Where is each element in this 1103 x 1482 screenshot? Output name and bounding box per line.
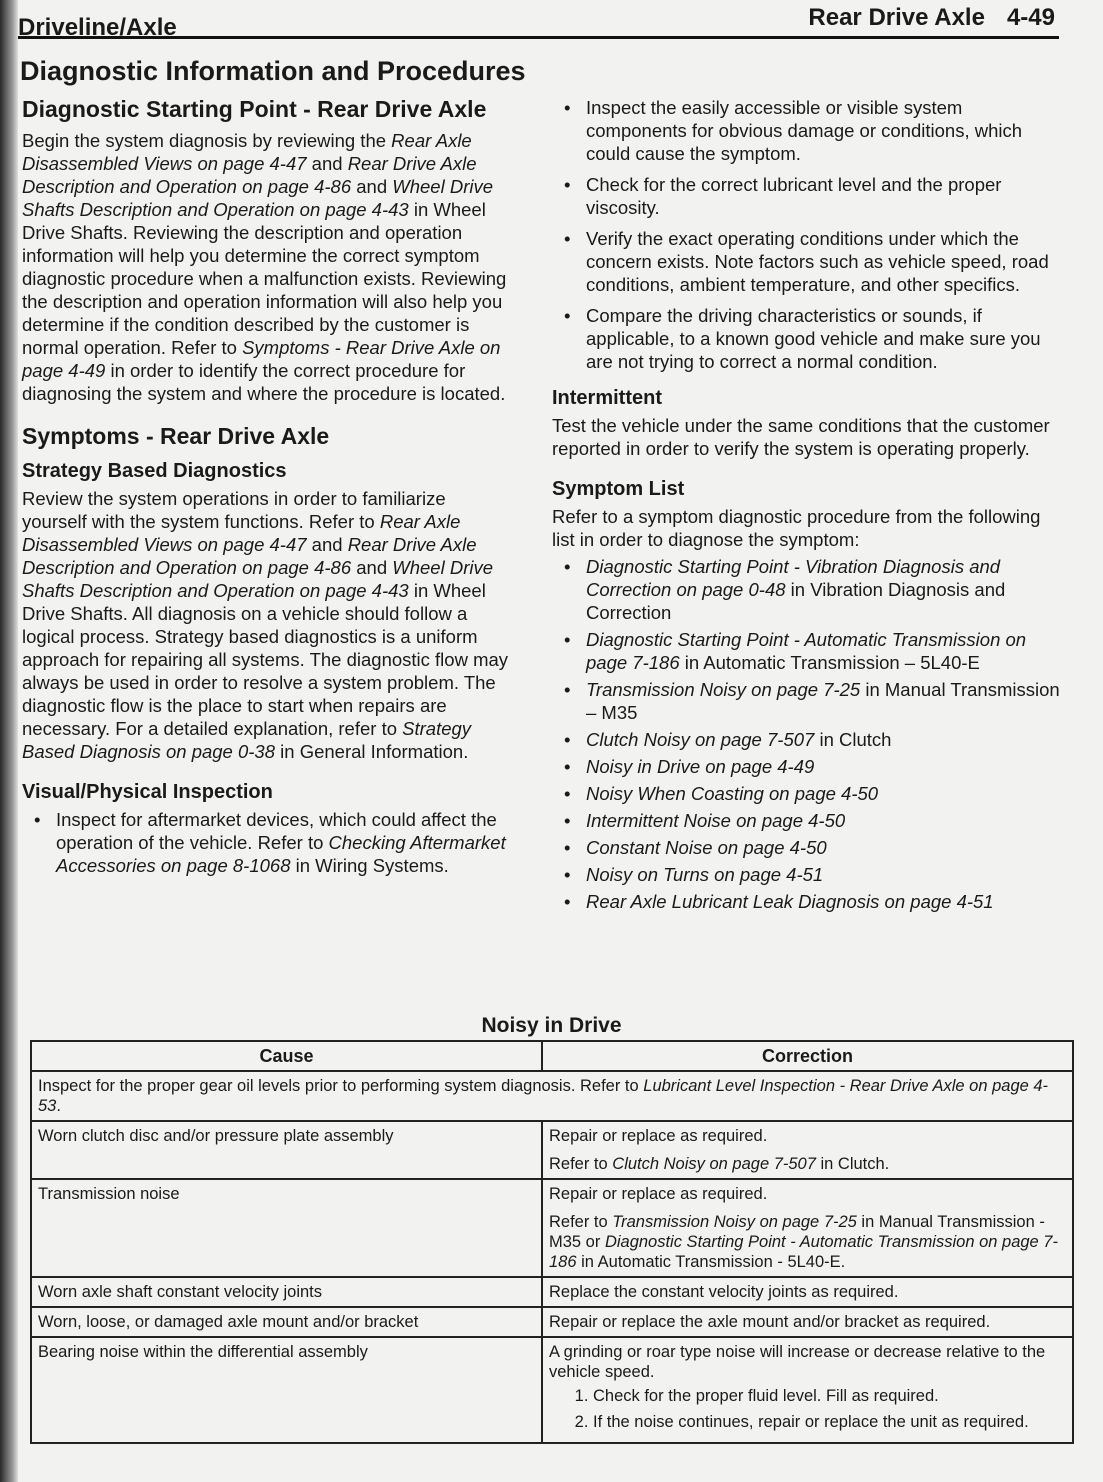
- starting-point-heading: Diagnostic Starting Point - Rear Drive Axle: [22, 96, 487, 122]
- text-span: in Automatic Transmission – 5L40-E: [679, 652, 980, 673]
- symptom-list: [552, 555, 1064, 913]
- text-span: Inspect for the proper gear oil levels prior to performing system diagnosis. Refer to: [38, 1077, 644, 1095]
- correction-text: Repair or replace as required.: [549, 1185, 768, 1203]
- symptom-list-section: [552, 478, 1064, 913]
- list-item: [552, 809, 1064, 832]
- correction-text: [549, 1212, 1066, 1272]
- intermittent-heading: Intermittent: [552, 387, 662, 409]
- cause-cell: Transmission noise: [31, 1179, 542, 1277]
- column-header-correction: Correction: [542, 1041, 1073, 1071]
- correction-cell: [542, 1121, 1073, 1179]
- xref-link[interactable]: Clutch Noisy on page 7-507: [586, 729, 815, 750]
- xref-link[interactable]: Transmission Noisy on page 7-25: [612, 1213, 857, 1231]
- text-span: in Manual Transmission – M35: [586, 679, 1060, 723]
- correction-text: Repair or replace as required.: [549, 1127, 768, 1145]
- xref-link[interactable]: Rear Axle Lubricant Leak Diagnosis on page 4-51: [586, 891, 994, 912]
- correction-cell: Repair or replace the axle mount and/or bracket as required.: [542, 1307, 1073, 1337]
- visual-inspection-list: [22, 808, 512, 877]
- symptoms-section: [22, 423, 512, 450]
- list-item: • Verify the exact operating conditions under which the concern exists. Note factors such as vehicle speed, road conditions, ambient temperature, and other specifics.: [552, 227, 1064, 296]
- page-number: 4-49: [1006, 4, 1055, 31]
- text-span: in Wheel Drive Shafts. All diagnosis on a vehicle should follow a logical process. Strategy based diagnostics is a uniform approach for repairing all systems. The diagnostic flow may always be used in order to resolve a system problem. The diagnostic flow is the place to start when repairs are necessary. For a detailed explanation, refer to: [22, 580, 509, 739]
- list-item: [552, 728, 1064, 751]
- symptom-list-intro: Refer to a symptom diagnostic procedure from the following list in order to diagnose the symptom:: [552, 506, 1041, 550]
- xref-link[interactable]: Diagnostic Starting Point - Automatic Transmission on page 7-186: [549, 1233, 1058, 1271]
- intermittent-section: [552, 387, 1064, 460]
- left-column: [22, 96, 512, 895]
- header-rule: [18, 36, 1059, 39]
- list-item: [552, 836, 1064, 859]
- cause-cell: Worn, loose, or damaged axle mount and/or bracket: [31, 1307, 542, 1337]
- correction-steps: [549, 1386, 1066, 1432]
- visual-inspection-section: [22, 781, 512, 877]
- text-span: in Automatic Transmission - 5L40-E.: [576, 1253, 846, 1271]
- xref-link[interactable]: Clutch Noisy on page 7-507: [612, 1155, 816, 1173]
- xref-link[interactable]: Transmission Noisy on page 7-25: [586, 679, 861, 700]
- list-item: [552, 755, 1064, 778]
- list-item: 2. If the noise continues, repair or replace the unit as required.: [593, 1412, 1066, 1432]
- text-span: .: [56, 1097, 61, 1115]
- xref-link[interactable]: Lubricant Level Inspection - Rear Drive Axle on page 4-53: [38, 1077, 1049, 1115]
- list-item: 1. Check for the proper fluid level. Fill as required.: [593, 1386, 1066, 1406]
- right-column: [552, 96, 1064, 931]
- cause-cell: Worn axle shaft constant velocity joints: [31, 1277, 542, 1307]
- xref-link[interactable]: Diagnostic Starting Point - Vibration Diagnosis and Correction on page 0-48: [586, 556, 1001, 600]
- list-item: [552, 628, 1064, 674]
- table-row: [31, 1337, 1073, 1443]
- correction-cell: [542, 1337, 1073, 1443]
- xref-link[interactable]: Wheel Drive Shafts Description and Operation on page 4-43: [22, 176, 494, 220]
- text-span: and: [306, 153, 348, 174]
- page-title: Diagnostic Information and Procedures: [20, 56, 526, 86]
- section-header: Driveline/Axle: [18, 14, 177, 41]
- text-span: Refer to: [549, 1155, 613, 1173]
- visual-inspection-list-continued: [552, 96, 1064, 373]
- xref-link[interactable]: Intermittent Noise on page 4-50: [586, 810, 846, 831]
- correction-cell: [542, 1179, 1073, 1277]
- xref-link[interactable]: Rear Drive Axle Description and Operation on page 4-86: [22, 153, 477, 197]
- starting-point-text: [22, 129, 512, 405]
- text-span: Refer to: [549, 1213, 613, 1231]
- list-item: [552, 863, 1064, 886]
- column-header-cause: Cause: [31, 1041, 542, 1071]
- text-span: in Manual Transmission - M35 or: [549, 1213, 1045, 1251]
- list-item: [552, 555, 1064, 624]
- text-span: Review the system operations in order to familiarize yourself with the system functions. Refer to: [22, 488, 446, 532]
- text-span: and: [306, 534, 348, 555]
- list-item: [552, 782, 1064, 805]
- text-span: in Clutch.: [815, 1155, 890, 1173]
- strategy-section: [22, 460, 512, 763]
- xref-link[interactable]: Noisy on Turns on page 4-51: [586, 864, 824, 885]
- xref-link[interactable]: Noisy in Drive on page 4-49: [586, 756, 815, 777]
- correction-text: A grinding or roar type noise will increase or decrease relative to the vehicle speed.: [549, 1343, 1046, 1381]
- intermittent-text: Test the vehicle under the same conditions that the customer reported in order to verify the system is operating properly.: [552, 415, 1050, 459]
- xref-link[interactable]: Rear Axle Disassembled Views on page 4-47: [22, 130, 472, 174]
- list-item: [22, 808, 512, 877]
- noisy-in-drive-table: [30, 1040, 1074, 1444]
- table-row: [31, 1071, 1073, 1121]
- list-item: [552, 890, 1064, 913]
- xref-link[interactable]: Rear Drive Axle Description and Operation on page 4-86: [22, 534, 477, 578]
- text-span: and: [351, 557, 393, 578]
- visual-inspection-heading: Visual/Physical Inspection: [22, 781, 273, 803]
- list-item: • Inspect the easily accessible or visible system components for obvious damage or conditions, which could cause the symptom.: [552, 96, 1064, 165]
- text-span: in order to identify the correct procedure for diagnosing the system and where the procedure is located.: [22, 360, 506, 404]
- text-span: in Wiring Systems.: [290, 855, 449, 876]
- xref-link[interactable]: Wheel Drive Shafts Description and Operation on page 4-43: [22, 557, 494, 601]
- xref-link[interactable]: Rear Axle Disassembled Views on page 4-47: [22, 511, 461, 555]
- xref-link[interactable]: Noisy When Coasting on page 4-50: [586, 783, 879, 804]
- xref-link[interactable]: Strategy Based Diagnosis on page 0-38: [22, 718, 472, 762]
- text-span: and: [351, 176, 393, 197]
- starting-point-section: [22, 96, 512, 405]
- cause-cell: Worn clutch disc and/or pressure plate assembly: [31, 1121, 542, 1179]
- xref-link[interactable]: Constant Noise on page 4-50: [586, 837, 827, 858]
- table-header-row: [31, 1041, 1073, 1071]
- xref-link[interactable]: Diagnostic Starting Point - Automatic Transmission on page 7-186: [586, 629, 1027, 673]
- text-span: in Clutch: [814, 729, 892, 750]
- cause-cell: Bearing noise within the differential assembly: [31, 1337, 542, 1443]
- symptoms-heading: Symptoms - Rear Drive Axle: [22, 423, 330, 449]
- strategy-text: [22, 487, 512, 763]
- table-row: [31, 1277, 1073, 1307]
- list-item: • Check for the correct lubricant level and the proper viscosity.: [552, 173, 1064, 219]
- table-row: [31, 1179, 1073, 1277]
- xref-link[interactable]: Symptoms - Rear Drive Axle on page 4-49: [22, 337, 501, 381]
- strategy-heading: Strategy Based Diagnostics: [22, 460, 287, 482]
- text-span: in General Information.: [275, 741, 469, 762]
- correction-cell: Replace the constant velocity joints as required.: [542, 1277, 1073, 1307]
- list-item: [552, 678, 1064, 724]
- book-spine-shadow: [0, 0, 18, 1482]
- chapter-title: Rear Drive Axle: [808, 4, 985, 31]
- text-span: Begin the system diagnosis by reviewing the: [22, 130, 392, 151]
- table-title: Noisy in Drive: [481, 1014, 622, 1037]
- text-span: Inspect for aftermarket devices, which could affect the operation of the vehicle. Refer to: [56, 809, 497, 853]
- text-span: in Wheel Drive Shafts. Reviewing the description and operation information will help you determine the correct symptom diagnostic procedure when a malfunction exists. Reviewing the description and operation information will also help you determine if the condition described by the customer is normal operation. Refer to: [22, 199, 507, 358]
- list-item: • Compare the driving characteristics or sounds, if applicable, to a known good vehicle and make sure you are not trying to correct a normal condition.: [552, 304, 1064, 373]
- symptom-list-heading: Symptom List: [552, 478, 685, 500]
- text-span: in Vibration Diagnosis and Correction: [586, 579, 1006, 623]
- table-row: [31, 1307, 1073, 1337]
- correction-text: [549, 1154, 1066, 1174]
- xref-link[interactable]: Checking Aftermarket Accessories on page 8-1068: [56, 832, 506, 876]
- table-row: [31, 1121, 1073, 1179]
- table-note-cell: [31, 1071, 1073, 1121]
- chapter-header: [808, 4, 1055, 32]
